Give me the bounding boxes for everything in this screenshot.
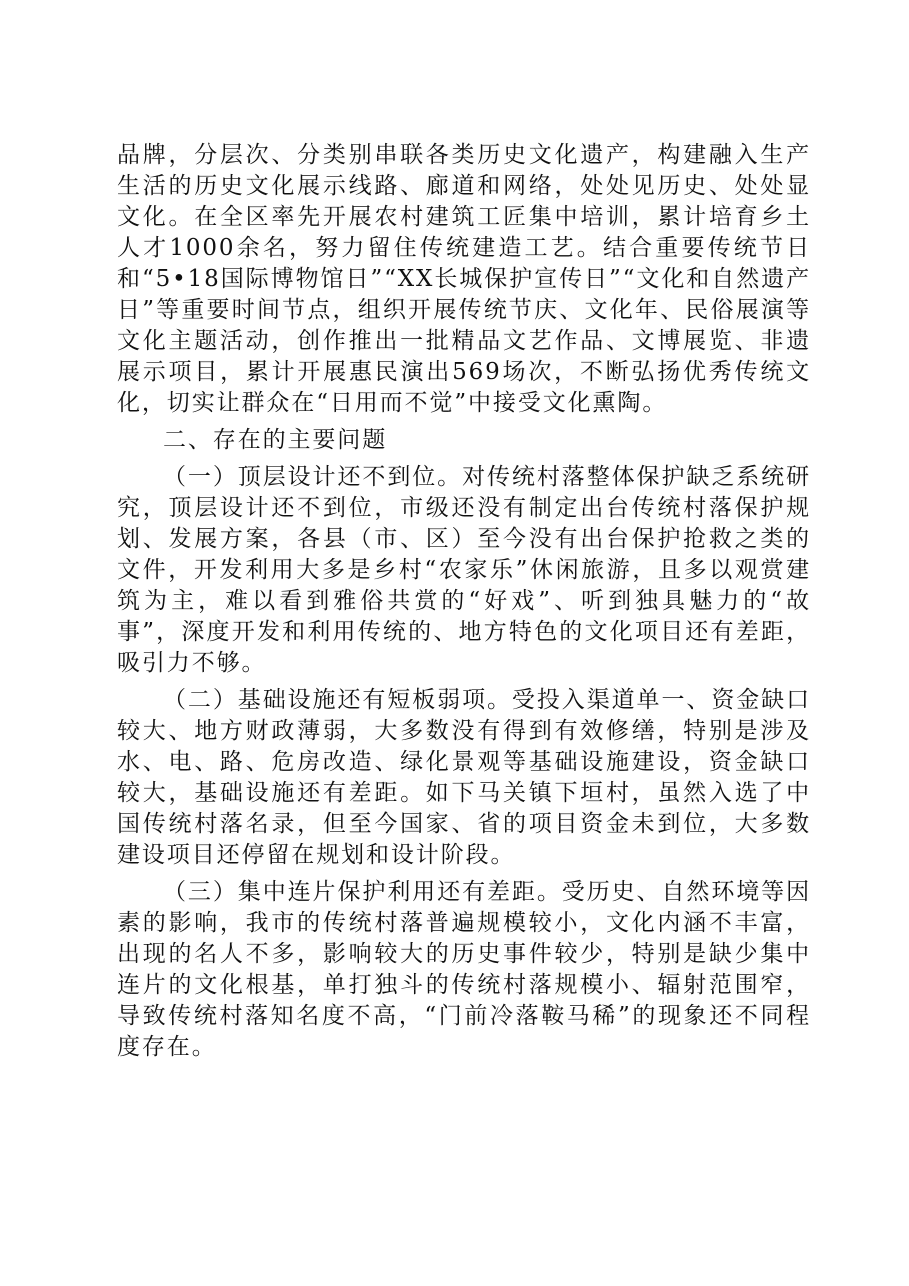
paragraph-contiguous-protection: （三）集中连片保护利用还有差距。受历史、自然环境等因素的影响，我市的传统村落普遍规模较小，文化内涵不丰富，出现的名人不多，影响较大的历史事件较少，特别是缺少集中连片的文化根基，单打独斗的传统村落规模小、辐射范围窄，导致传统村落知名度不高，“门前冷落鞍马稀”的现象还不同程度存在。	[117, 879, 811, 1060]
section-heading-main-problems: 二、存在的主要问题	[163, 427, 388, 453]
paragraph-top-level-design: （一）顶层设计还不到位。对传统村落整体保护缺乏系统研究，顶层设计还不到位，市级还没有制定出台传统村落保护规划、发展方案，各县（市、区）至今没有出台保护抢救之类的文件，开发利用大多是乡村“农家乐”休闲旅游，且多以观赏建筑为主，难以看到雅俗共赏的“好戏”、听到独具魅力的“故事”，深度开发和利用传统的、地方特色的文化项目还有差距，吸引力不够。	[117, 464, 811, 676]
document-body	[117, 140, 811, 1069]
paragraph-infrastructure: （二）基础设施还有短板弱项。受投入渠道单一、资金缺口较大、地方财政薄弱，大多数没有得到有效修缮，特别是涉及水、电、路、危房改造、绿化景观等基础设施建设，资金缺口较大，基础设施还有差距。如下马关镇下垣村，虽然入选了中国传统村落名录，但至今国家、省的项目资金未到位，大多数建设项目还停留在规划和设计阶段。	[117, 687, 811, 868]
paragraph-cultural-heritage: 品牌，分层次、分类别串联各类历史文化遗产，构建融入生产生活的历史文化展示线路、廊道和网络，处处见历史、处处显文化。在全区率先开展农村建筑工匠集中培训，累计培育乡土人才1000余名，努力留住传统建造工艺。结合重要传统节日和“5•18国际博物馆日”“XX长城保护宣传日”“文化和自然遗产日”等重要时间节点，组织开展传统节庆、文化年、民俗展演等文化主题活动，创作推出一批精品文艺作品、文博展览、非遗展示项目，累计开展惠民演出569场次，不断弘扬优秀传统文化，切实让群众在“日用而不觉”中接受文化熏陶。	[117, 142, 811, 416]
